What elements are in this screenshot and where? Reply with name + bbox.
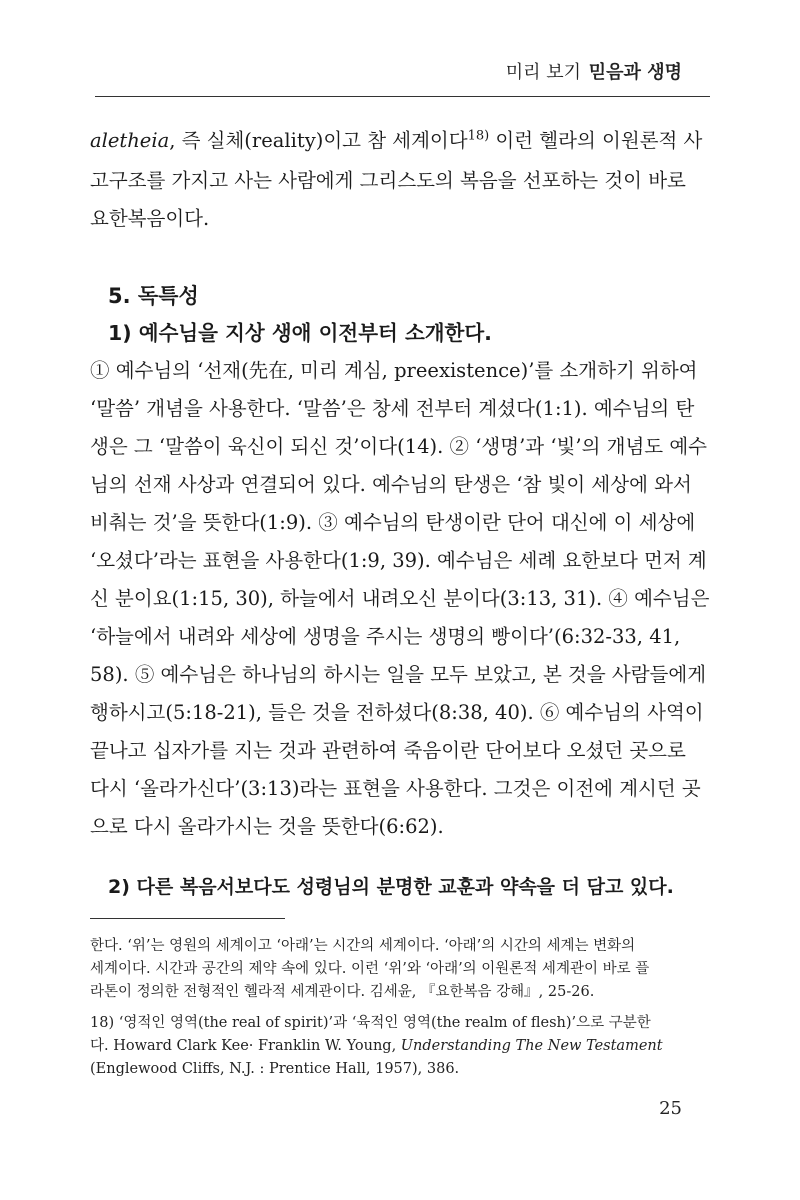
footnote-18-line-2: [90, 1035, 690, 1058]
running-header: [506, 58, 682, 84]
body-line-13: 으로 다시 올라가시는 것을 뜻한다(6:62).: [90, 815, 444, 838]
body-line-10: 행하시고(5:18-21), 들은 것을 전하셨다(8:38, 40). ⑥ 예수님의 사역이: [90, 701, 704, 724]
footnote-cont-line-2: 세계이다. 시간과 공간의 제약 속에 있다. 이런 ‘위’와 ‘아래’의 이원론적 세계관이 바로 플: [90, 961, 650, 977]
intro-line-1-tail: 이런 헬라의 이원론적 사: [489, 129, 703, 152]
book-brand-logo: 믿음과 생명: [588, 62, 682, 83]
intro-line-2: 고구조를 가지고 사는 사람에게 그리스도의 복음을 선포하는 것이 바로: [90, 169, 686, 192]
header-divider: [95, 96, 710, 97]
footnote-18-book-title: Understanding The New Testament: [400, 1038, 663, 1054]
intro-line-1: [90, 122, 720, 160]
body-line-5: 비춰는 것’을 뜻한다(1:9). ③ 예수님의 탄생이란 단어 대신에 이 세상에: [90, 511, 696, 534]
footnote-ref-18[interactable]: 18): [467, 128, 490, 144]
body-line-7: 신 분이요(1:15, 30), 하늘에서 내려오신 분이다(3:13, 31). ④ 예수님은: [90, 587, 710, 610]
intro-line-1-text: , 즉 실체(reality)이고 참 세계이다: [169, 129, 468, 152]
body-line-11: 끝나고 십자가를 지는 것과 관련하여 죽음이란 단어보다 오셨던 곳으로: [90, 739, 686, 762]
body-line-3: 생은 그 ‘말씀이 육신이 되신 것’이다(14). ② ‘생명’과 ‘빛’의 개념도 예수: [90, 435, 707, 458]
greek-term: aletheia: [90, 129, 170, 152]
footnote-cont-line-1: 한다. ‘위’는 영원의 세계이고 ‘아래’는 시간의 세계이다. ‘아래’의 시간의 세계는 변화의: [90, 938, 636, 954]
footnote-18-line-3: (Englewood Cliffs, N.J. : Prentice Hall, 1957), 386.: [90, 1061, 460, 1077]
page-number: 25: [659, 1098, 682, 1119]
running-title: 미리 보기: [505, 62, 582, 83]
subsection-title-1: 1) 예수님을 지상 생애 이전부터 소개한다.: [108, 321, 492, 345]
body-line-2: ‘말씀’ 개념을 사용한다. ‘말씀’은 창세 전부터 계셨다(1:1). 예수님의 탄: [90, 397, 695, 420]
body-line-9: 58). ⑤ 예수님은 하나님의 하시는 일을 모두 보았고, 본 것을 사람들에게: [90, 663, 707, 686]
section-title: 5. 독특성: [108, 284, 199, 308]
body-line-6: ‘오셨다’라는 표현을 사용한다(1:9, 39). 예수님은 세례 요한보다 먼저 계: [90, 549, 707, 572]
body-line-1: ① 예수님의 ‘선재(先在, 미리 계심, preexistence)’를 소개하기 위하여: [90, 359, 698, 382]
footnote-18-line-1: 18) ‘영적인 영역(the real of spirit)’과 ‘육적인 영역(the realm of flesh)’으로 구분한: [90, 1015, 651, 1031]
body-line-4: 님의 선재 사상과 연결되어 있다. 예수님의 탄생은 ‘참 빛이 세상에 와서: [90, 473, 692, 496]
footnote-divider: [90, 918, 285, 919]
subsection-title-2: 2) 다른 복음서보다도 성령님의 분명한 교훈과 약속을 더 담고 있다.: [108, 876, 674, 898]
footnote-18-authors: 다. Howard Clark Kee· Franklin W. Young,: [90, 1038, 401, 1054]
body-line-12: 다시 ‘올라가신다’(3:13)라는 표현을 사용한다. 그것은 이전에 계시던 곳: [90, 777, 701, 800]
body-line-8: ‘하늘에서 내려와 세상에 생명을 주시는 생명의 빵이다’(6:32-33, 41,: [90, 625, 681, 648]
intro-line-3: 요한복음이다.: [90, 207, 210, 230]
footnote-cont-line-3: 라톤이 정의한 전형적인 헬라적 세계관이다. 김세윤, 『요한복음 강해』, 25-26.: [90, 984, 595, 1000]
